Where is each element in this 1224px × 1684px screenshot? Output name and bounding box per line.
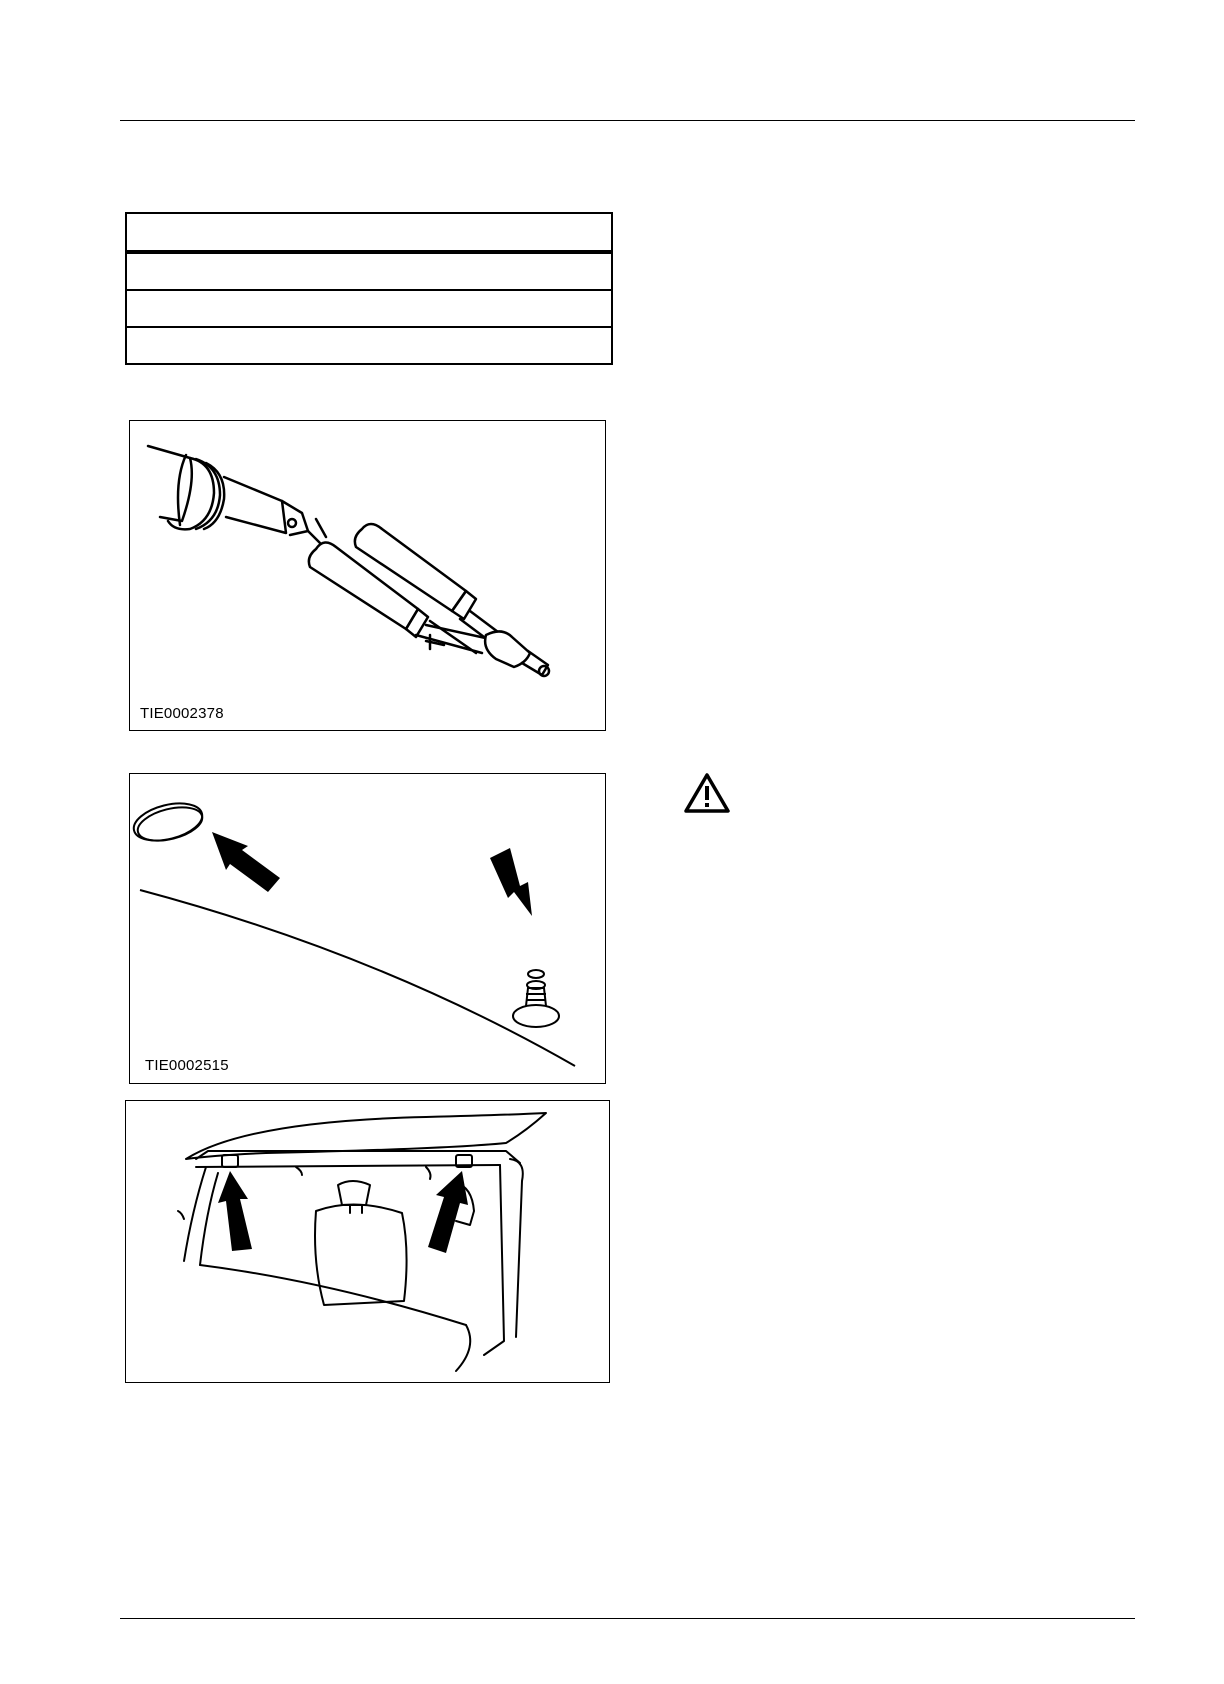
tool-table-cell <box>126 290 612 327</box>
roof-plug-removal-illustration <box>130 774 607 1085</box>
figure-roof-plugs <box>129 773 606 1084</box>
figure-rear-trim <box>125 1100 610 1383</box>
tool-table-header-row <box>126 213 612 252</box>
heat-gun-and-adhesive-cartridge-gun-illustration <box>130 421 607 732</box>
top-rule <box>120 120 1135 121</box>
tool-table-cell <box>126 327 612 364</box>
tool-table-cell <box>126 252 612 290</box>
warning-triangle-icon <box>684 772 730 814</box>
tool-table <box>125 212 613 365</box>
figure-heat-gun <box>129 420 606 731</box>
rear-roof-trim-clips-illustration <box>126 1101 611 1384</box>
tool-table-row <box>126 252 612 290</box>
tool-table-row <box>126 327 612 364</box>
bottom-rule <box>120 1618 1135 1619</box>
tool-table-cell <box>126 213 612 252</box>
tool-table-row <box>126 290 612 327</box>
figure-reference-label: TIE0002515 <box>145 1057 229 1074</box>
figure-reference-label: TIE0002378 <box>140 705 224 722</box>
